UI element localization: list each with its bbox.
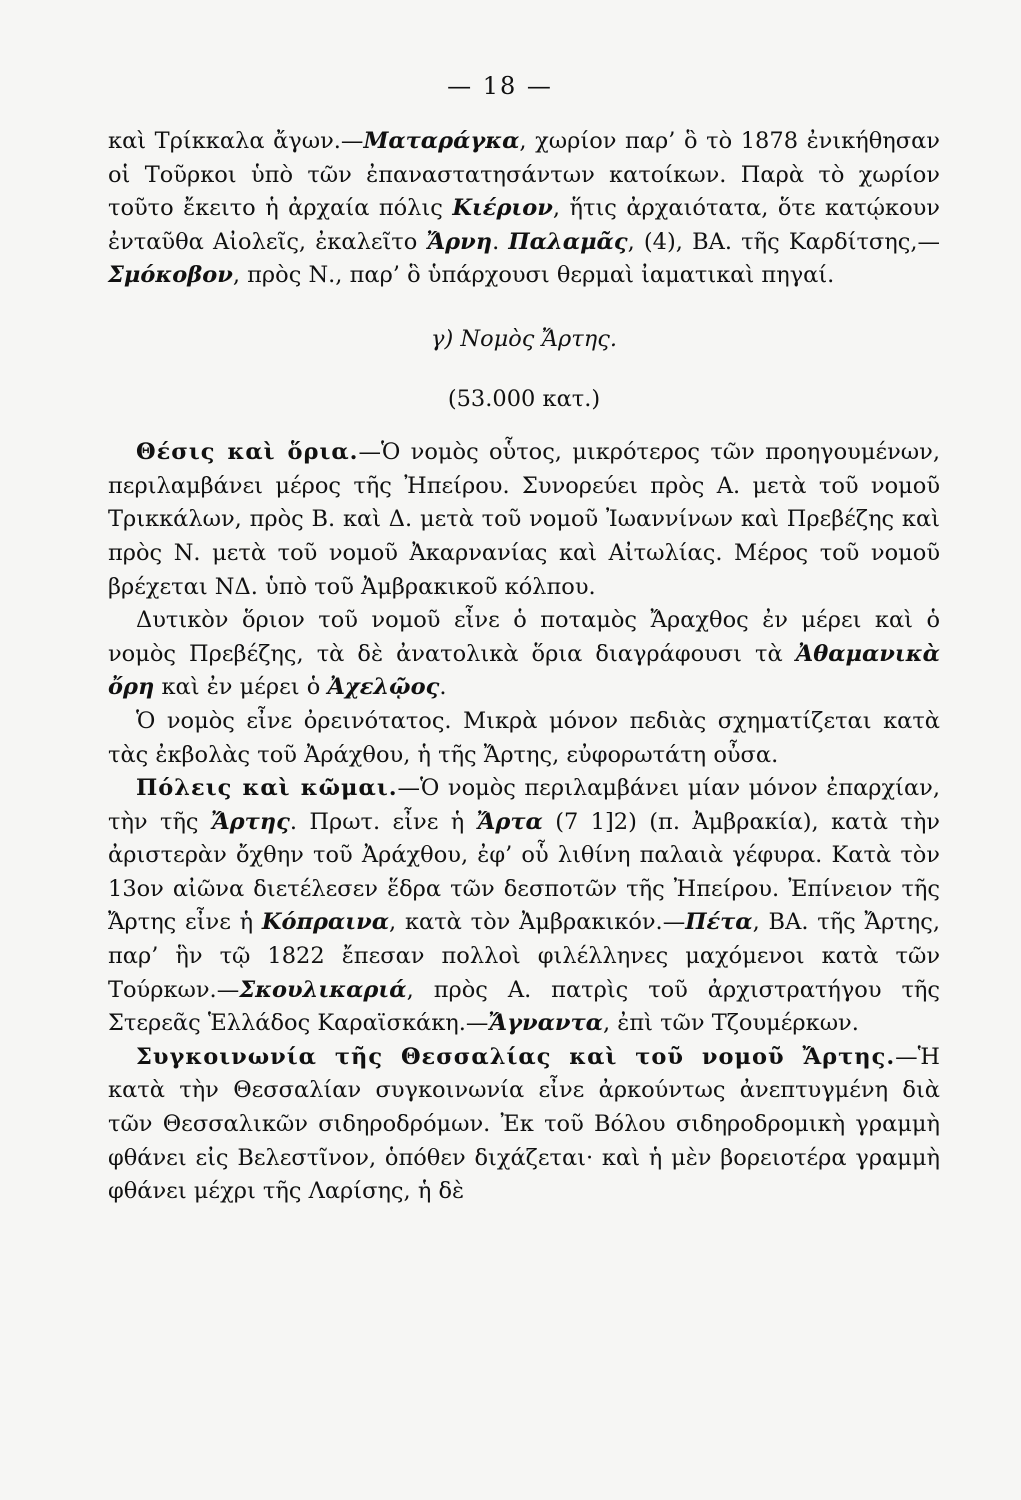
paragraph-position-borders [108, 436, 940, 604]
paragraph-towns-villages [108, 772, 940, 1041]
page-body [108, 125, 940, 1209]
section-area: (53.000 κατ.) [447, 385, 601, 412]
place-name: Πέτα [685, 909, 753, 936]
text-run: —Ἡ κατὰ τὴν Θεσσαλίαν συγκοινωνία εἶνε ἀρκούντως ἀνεπτυγμένη διὰ τῶν Θεσσαλικῶν σιδηροδρόμων. Ἐκ τοῦ Βόλου σιδηροδρομικὴ γραμμὴ φθάνει εἰς Βελεστῖνον, ὁπόθεν διχάζεται· καὶ ἡ μὲν βορειοτέρα γραμμὴ φθάνει μέχρι τῆς Λαρίσης, ἡ δὲ [108, 1043, 940, 1205]
text-run: , πρὸς Α. πατρὶς τοῦ ἀρχιστρατήγου τῆς Στερεᾶς Ἑλλάδος Καραϊσκάκη.— [108, 976, 940, 1037]
text-run: , ἥτις ἀρχαιότατα, ὅτε κατῴκουν ἐνταῦθα Αἰολεῖς, ἐκαλεῖτο [108, 195, 940, 255]
place-name: Ἄρνη [426, 228, 493, 255]
place-name: Κιέριον [452, 195, 553, 222]
text-run: —Ὁ νομὸς οὗτος, μικρότερος τῶν προηγουμένων, περιλαμβάνει μέρος τῆς Ἠπείρου. Συνορεύει πρὸς Α. μετὰ τοῦ νομοῦ Τρικκάλων, πρὸς Β. καὶ Δ. μετὰ τοῦ νομοῦ Ἰωαννίνων καὶ Πρεβέζης καὶ πρὸς Ν. μετὰ τοῦ νομοῦ Ἀκαρνανίας καὶ Αἰτωλίας. Μέρος τοῦ νομοῦ βρέχεται ΝΔ. ὑπὸ τοῦ Ἀμβρακικοῦ κόλπου. [108, 439, 940, 600]
text-run: , κατὰ τὸν Ἀμβρακικόν.— [389, 909, 686, 936]
text-run: . [492, 228, 509, 255]
text-run: , ἐπὶ τῶν Τζουμέρκων. [602, 1010, 859, 1037]
place-name: Ἄρτα [476, 808, 543, 835]
paragraph-western-border [108, 604, 940, 705]
place-name: Ἄγναντα [488, 1010, 603, 1037]
text-run: καὶ ἐν μέρει ὁ [154, 674, 328, 701]
text-run: . Πρωτ. εἶνε ἡ [289, 808, 477, 835]
place-name: Ἀχελῷος [327, 674, 440, 701]
text-run: . [439, 674, 447, 701]
section-heading: γ) Νομὸς Ἄρτης. [431, 325, 617, 352]
text-run: , χωρίον παρ’ ὃ τὸ 1878 ἐνικήθησαν οἱ Τοῦρκοι ὑπὸ τῶν ἐπαναστατησάντων κατοίκων. Παρὰ τὸ χωρίον τοῦτο ἔκειτο ἡ ἀρχαία πόλις [108, 128, 940, 222]
place-name: Σμόκοβον [108, 262, 233, 289]
text-run: , πρὸς Ν., παρ’ ὃ ὑπάρχουσι θερμαὶ ἰαματικαὶ πηγαί. [232, 262, 835, 289]
paragraph-trikkala [108, 125, 940, 293]
place-name: Ματαράγκα [363, 128, 520, 154]
subsection-title: Θέσις καὶ ὅρια. [136, 439, 359, 466]
text-run: , ΒΑ. τῆς Ἄρτης, παρ’ ἣν τῷ 1822 ἔπεσαν πολλοὶ φιλέλληνες μαχόμενοι κατὰ τῶν Τούρκων.— [108, 909, 940, 1003]
subsection-title: Πόλεις καὶ κῶμαι. [136, 775, 398, 802]
place-name: Σκουλικαριά [239, 976, 407, 1003]
place-name: Παλαμᾶς [508, 228, 628, 255]
page-number: — 18 — [447, 72, 553, 100]
place-name: Ἀθαμανικὰ ὄρη [108, 640, 940, 701]
paragraph-mountainous: Ὁ νομὸς εἶνε ὀρεινότατος. Μικρὰ μόνον πεδιὰς σχηματίζεται κατὰ τὰς ἐκβολὰς τοῦ Ἀράχθου, ἡ τῆς Ἄρτης, εὐφορωτάτη οὖσα. [108, 707, 940, 768]
text-run: Δυτικὸν ὅριον τοῦ νομοῦ εἶνε ὁ ποταμὸς Ἄραχθος ἐν μέρει καὶ ὁ νομὸς Πρεβέζης, τὰ δὲ ἀνατολικὰ ὅρια διαγράφουσι τὰ [108, 607, 940, 667]
subsection-title: Συγκοινωνία τῆς Θεσσαλίας καὶ τοῦ νομοῦ Ἄρτης. [136, 1043, 896, 1070]
place-name: Κόπραινα [261, 909, 390, 936]
text-run: (7 1]2) (π. Ἀμβρακία), κατὰ τὴν ἀριστερὰν ὄχθην τοῦ Ἀράχθου, ἐφ’ οὗ λιθίνη παλαιὰ γέφυρα. Κατὰ τὸν 13ον αἰῶνα διετέλεσεν ἕδρα τῶν δεσποτῶν τῆς Ἠπείρου. Ἐπίνειον τῆς Ἄρτης εἶνε ἡ [108, 808, 940, 936]
paragraph-communication [108, 1041, 940, 1209]
text-run: —Ὁ νομὸς περιλαμβάνει μίαν μόνον ἐπαρχίαν, τὴν τῆς [108, 775, 941, 835]
text-run: , (4), ΒΑ. τῆς Καρδίτσης,— [627, 228, 940, 255]
place-name: Ἄρτης [210, 808, 290, 835]
text-run: καὶ Τρίκκαλα ἄγων.— [108, 128, 364, 154]
